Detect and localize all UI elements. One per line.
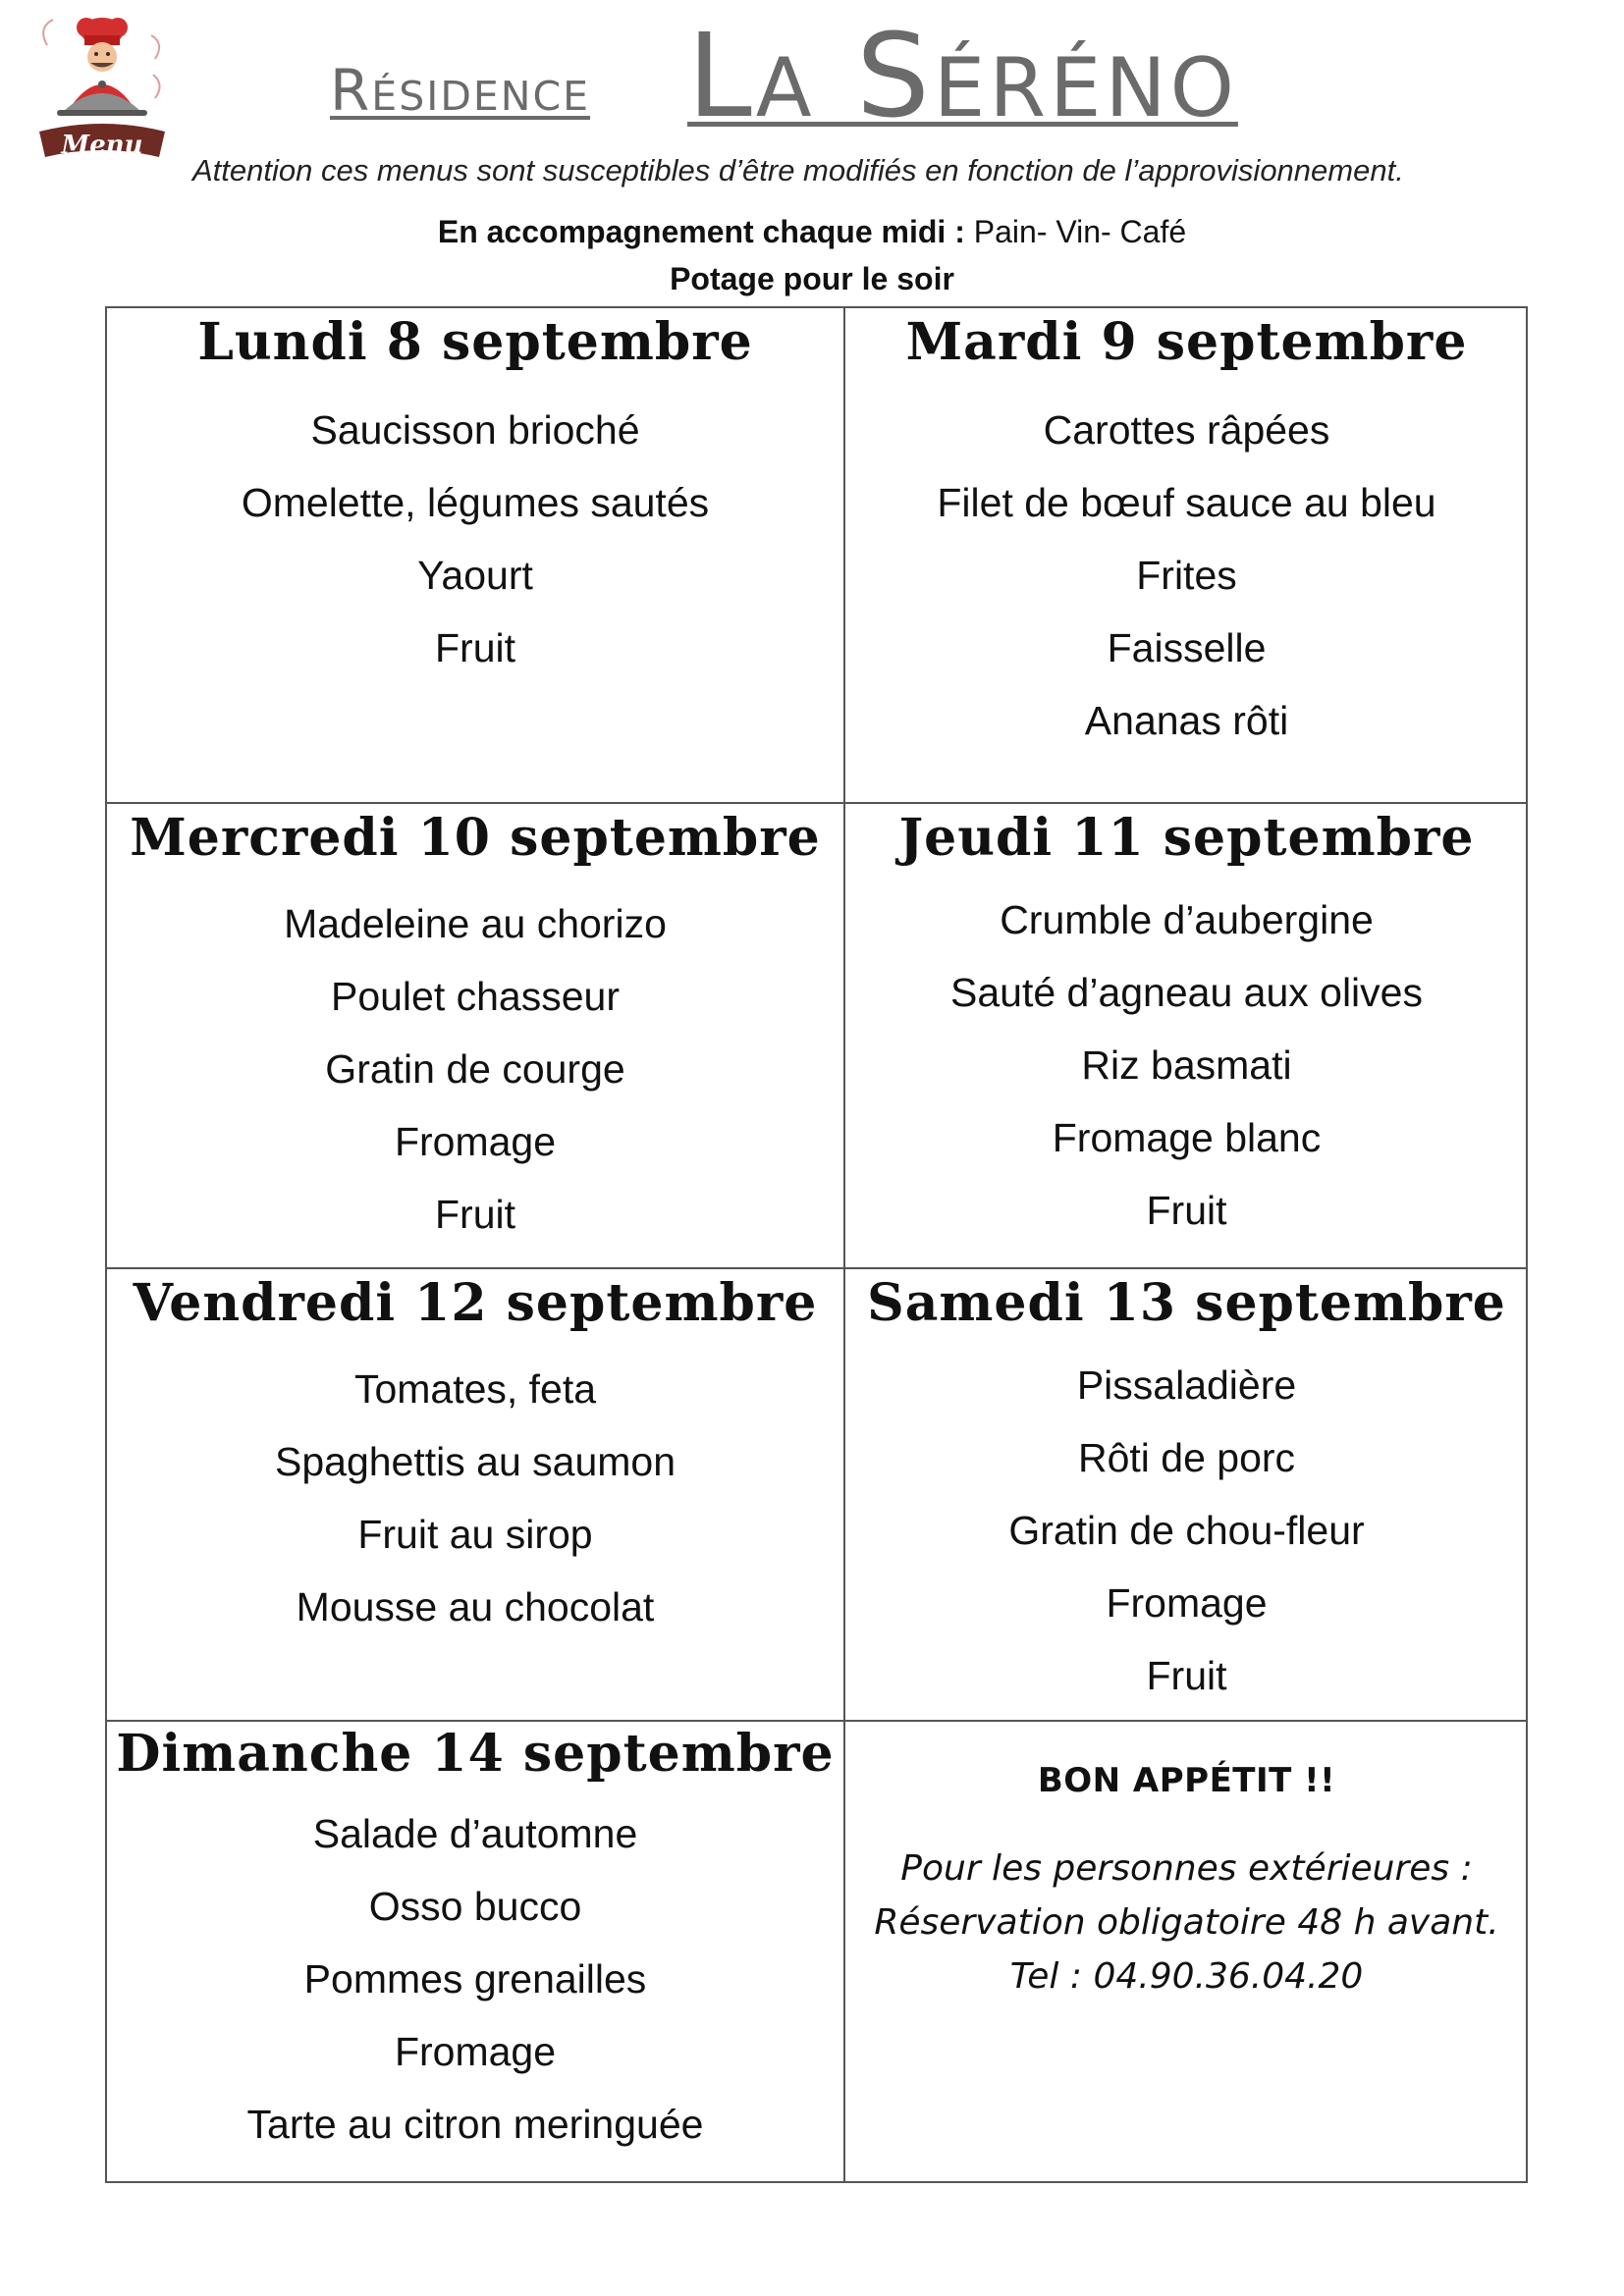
reservation-line: Réservation obligatoire 48 h avant. — [874, 1902, 1499, 1943]
accompaniment-items: Pain- Vin- Café — [964, 214, 1187, 249]
accompaniment-label: En accompagnement chaque midi : — [437, 214, 965, 249]
dish-item: Filet de bœuf sauce au bleu — [937, 480, 1436, 525]
dish-item: Crumble d’aubergine — [1000, 897, 1374, 942]
day-cell-tuesday — [845, 308, 1528, 804]
title-residence-name: La Séréno — [687, 8, 1238, 143]
dish-item: Mousse au chocolat — [296, 1584, 655, 1629]
dish-list — [107, 1797, 843, 2161]
dish-item: Tarte au citron meringuée — [246, 2102, 704, 2147]
phone-line: Tel : 04.90.36.04.20 — [1009, 1956, 1364, 1997]
evening-soup-note: Potage pour le soir — [670, 261, 954, 296]
dish-item: Pissaladière — [1076, 1362, 1297, 1408]
dish-list — [845, 883, 1528, 1247]
dish-list — [107, 887, 843, 1251]
dish-item: Fromage — [394, 1119, 557, 1164]
day-title: Mercredi 10 septembre — [130, 808, 821, 868]
day-cell-wednesday — [107, 804, 845, 1269]
page-title — [0, 8, 1624, 143]
dish-item: Poulet chasseur — [330, 974, 620, 1019]
day-cell-friday — [107, 1269, 845, 1722]
dish-item: Riz basmati — [1081, 1042, 1292, 1088]
dish-item: Faisselle — [1107, 625, 1267, 670]
dish-item: Yaourt — [417, 553, 533, 598]
dish-item: Fruit — [435, 1192, 515, 1237]
closing-cell — [845, 1722, 1528, 2183]
day-cell-monday — [107, 308, 845, 804]
dish-item: Fruit — [1146, 1188, 1227, 1233]
day-title: Jeudi 11 septembre — [898, 808, 1475, 868]
dish-item: Salade d’automne — [312, 1811, 638, 1856]
dish-item: Pommes grenailles — [303, 1956, 647, 2002]
day-cell-thursday — [845, 804, 1528, 1269]
dish-list — [107, 1353, 843, 1643]
closing-message — [845, 1722, 1528, 2003]
dish-item: Ananas rôti — [1084, 698, 1289, 743]
dish-item: Tomates, feta — [353, 1366, 597, 1412]
weekly-menu-table — [105, 306, 1528, 2183]
dish-item: Omelette, légumes sautés — [241, 480, 710, 525]
dish-item: Rôti de porc — [1077, 1435, 1296, 1480]
dish-item: Sauté d’agneau aux olives — [950, 970, 1423, 1015]
supply-notice: Attention ces menus sont susceptibles d’être modifiés en fonction de l’approvisionnement. — [192, 153, 1404, 187]
bon-appetit-heading: BON APPÉTIT !! — [1037, 1761, 1336, 1800]
dish-item: Fromage — [394, 2029, 557, 2074]
dish-item: Fruit — [435, 625, 515, 670]
day-cell-saturday — [845, 1269, 1528, 1722]
day-title: Vendredi 12 septembre — [133, 1273, 818, 1333]
title-residence: Résidence — [330, 57, 591, 124]
day-title: Dimanche 14 septembre — [116, 1724, 835, 1784]
external-guests-line: Pour les personnes extérieures : — [900, 1848, 1473, 1889]
dish-list — [845, 394, 1528, 757]
day-title: Lundi 8 septembre — [197, 312, 753, 372]
dish-item: Gratin de courge — [325, 1046, 625, 1092]
external-guests-info — [845, 1842, 1528, 2003]
dish-item: Fruit — [1146, 1653, 1227, 1698]
dish-item: Spaghettis au saumon — [275, 1439, 676, 1484]
dish-item: Saucisson brioché — [310, 407, 640, 453]
dish-item: Madeleine au chorizo — [284, 901, 667, 946]
dish-item: Osso bucco — [368, 1884, 582, 1929]
day-title: Samedi 13 septembre — [867, 1273, 1506, 1333]
dish-item: Fromage — [1106, 1580, 1268, 1626]
dish-item: Frites — [1136, 553, 1237, 598]
dish-item: Fromage blanc — [1052, 1115, 1322, 1160]
dish-item: Fruit au sirop — [357, 1512, 593, 1557]
dish-item: Carottes râpées — [1043, 407, 1330, 453]
day-cell-sunday — [107, 1722, 845, 2183]
logo-text: Menu — [61, 131, 143, 160]
dish-list — [845, 1349, 1528, 1712]
daily-accompaniment — [0, 214, 1624, 250]
dish-list — [107, 394, 843, 684]
dish-item: Gratin de chou-fleur — [1008, 1508, 1365, 1553]
day-title: Mardi 9 septembre — [905, 312, 1468, 372]
